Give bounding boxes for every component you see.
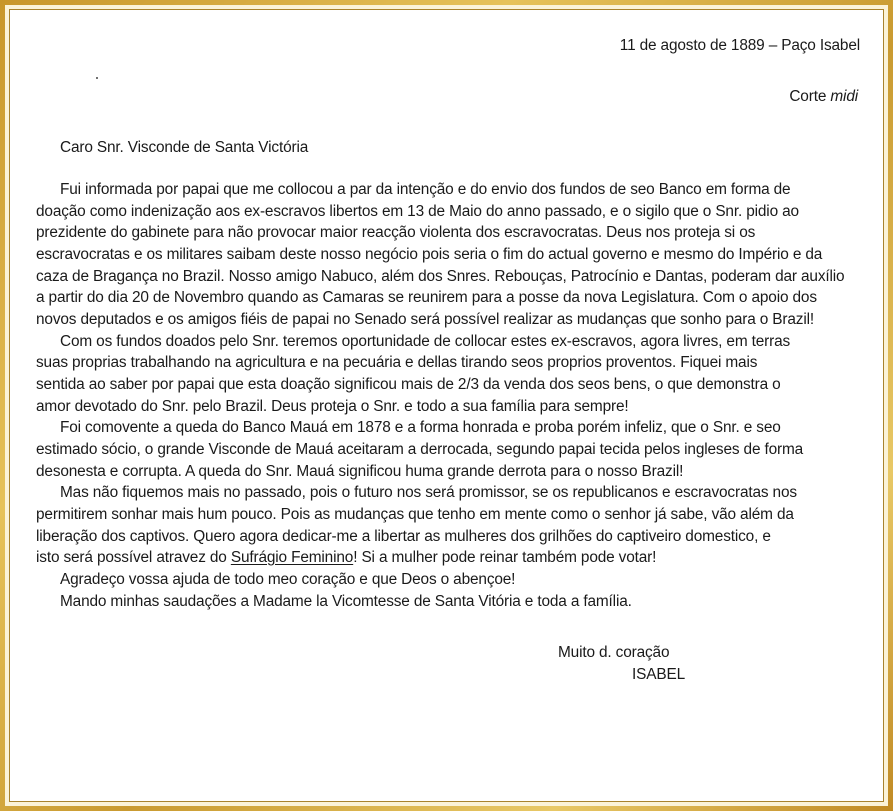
suffrage-underlined: Sufrágio Feminino [230,549,354,566]
letter-line: a partir do dia 20 de Novembro quando as Camaras se reunirem para a posse da nova Legislatura. Com o apoio dos [36,289,817,306]
letter-line: doação como indenização aos ex-escravos libertos em 13 de Maio do anno passado, e o sigilo que o Snr. pidio ao [36,203,799,220]
letter-line: liberação dos captivos. Quero agora dedicar-me a libertar as mulheres dos grilhões do captiveiro domestico, e [36,528,771,545]
letter-line: prezidente do gabinete para não provocar maior reacção violenta dos escravocratas. Deus nos proteja si os [36,224,756,241]
letter-line: Com os fundos doados pelo Snr. teremos oportunidade de collocar estes ex-escravos, agora livres, em terras [60,333,791,350]
signature: ISABEL [632,666,685,683]
letter-line: amor devotado do Snr. pelo Brazil. Deus proteja o Snr. e todo a sua família para sempre! [36,398,629,415]
closing-line: Mando minhas saudações a Madame la Vicomtesse de Santa Vitória e toda a família. [60,593,632,610]
letter-line: novos deputados e os amigos fiéis de papai no Senado será possível realizar as mudanças que sonho para o Brazil! [36,311,815,328]
signoff: Muito d. coração [558,644,670,661]
letter-line: escravocratas e os militares saibam deste nosso negócio pois seria o fim do actual governo e mesmo do Império e da [36,246,823,263]
closing-line: Agradeço vossa ajuda de todo meo coração e que Deos o abençoe! [60,571,516,588]
ink-speck [96,77,98,79]
letter-line: Fui informada por papai que me collocou a par da intenção e do envio dos fundos de seo Banco em forma de [60,181,791,198]
letter-line: Mas não fiquemos mais no passado, pois o futuro nos será promissor, se os republicanos e escravocratas nos [60,484,797,501]
dateline: 11 de agosto de 1889 – Paço Isabel [619,37,860,54]
suffrage-after: ! Si a mulher pode reinar também pode votar! [353,549,657,566]
letter-line: suas proprias trabalhando na agricultura e na pecuária e dellas tirando seos proprios proventos. Fiquei mais [36,354,758,371]
letter-line: permitirem sonhar mais hum pouco. Pois as mudanças que tenho em mente como o senhor já sabe, vão além da [36,506,794,523]
suffrage-line [36,549,656,567]
suffrage-before: isto será possível atravez do [36,549,231,566]
letter-line: caza de Bragança no Brazil. Nosso amigo Nabuco, além dos Snres. Rebouças, Patrocínio e Dantas, poderam dar auxílio [36,268,845,285]
salutation: Caro Snr. Visconde de Santa Victória [60,139,309,156]
letter-line: desonesta e corrupta. A queda do Snr. Mauá significou huma grande derrota para o nosso Brazil! [36,463,684,480]
letter-line: sentida ao saber por papai que esta doação significou mais de 2/3 da venda dos seos bens, o que demonstra o [36,376,781,393]
letter-line: estimado sócio, o grande Visconde de Mauá aceitaram a derrocada, segundo papai tecida pelos ingleses de forma [36,441,804,458]
place-line [789,88,858,106]
place-prefix: Corte [789,88,827,105]
letter-line: Foi comovente a queda do Banco Mauá em 1878 e a forma honrada e proba porém infeliz, que o Snr. e seo [60,419,781,436]
place-italic: midi [830,88,858,105]
